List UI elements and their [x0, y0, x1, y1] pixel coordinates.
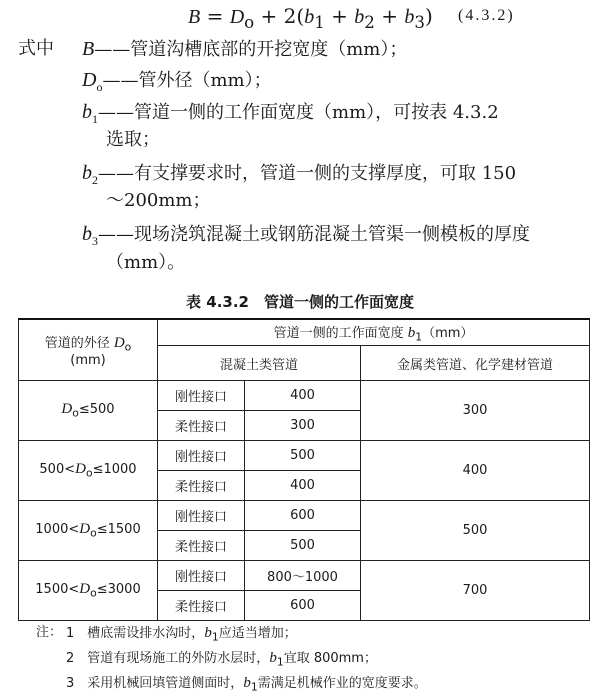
def-dash: —— — [98, 224, 134, 245]
formula-b1-sub: 1 — [314, 13, 325, 32]
joint-type: 刚性接口 — [158, 381, 245, 411]
concrete-width-value: 300 — [245, 411, 361, 441]
def-var-sub: 2 — [92, 173, 98, 187]
concrete-width-value: 500 — [245, 531, 361, 561]
formula-close: ) — [425, 4, 433, 28]
note-num: 2 — [66, 651, 75, 666]
metal-width-value: 500 — [361, 501, 590, 561]
def-var — [82, 69, 103, 94]
note-sub: 1 — [276, 655, 284, 669]
def-text: 现场浇筑混凝土或钢筋混凝土管渠一侧模板的厚度 — [134, 224, 530, 245]
header-group-text: 管道一侧的工作面宽度 — [273, 325, 408, 341]
def-var — [82, 223, 98, 248]
diameter-range — [19, 441, 158, 501]
joint-type: 柔性接口 — [158, 471, 245, 501]
def-dash: —— — [98, 163, 134, 184]
table-row — [19, 381, 590, 411]
joint-type: 刚性接口 — [158, 441, 245, 471]
note-pre: 采用机械回填管道侧面时， — [87, 676, 244, 691]
note-3 — [66, 673, 427, 698]
header-outer-diameter — [19, 319, 158, 381]
def-var: B — [82, 38, 95, 60]
joint-type: 柔性接口 — [158, 591, 245, 621]
def-var-letter: b — [82, 223, 92, 245]
table-header-row — [19, 319, 590, 346]
def-dash: —— — [102, 70, 139, 91]
header-metal: 金属类管道、化学建材管道 — [361, 346, 590, 381]
range-post: ≤3000 — [96, 582, 141, 598]
formula-plus: + — [374, 4, 405, 28]
formula-b: B — [188, 6, 201, 28]
note-1 — [66, 623, 297, 648]
definition-prefix: 式中 — [18, 38, 54, 59]
note-var: b — [269, 650, 277, 666]
note-sub: 1 — [211, 630, 219, 644]
header-col1-unit: (mm) — [70, 353, 106, 369]
def-text: 管道沟槽底部的开挖宽度（mm）； — [130, 39, 408, 60]
def-var-sub: 3 — [92, 234, 98, 248]
def-var-letter: b — [82, 162, 92, 184]
range-var: D — [61, 401, 73, 418]
def-text: 管外径（mm）； — [138, 70, 272, 91]
joint-type: 柔性接口 — [158, 531, 245, 561]
metal-width-value: 700 — [361, 561, 590, 621]
formula-equals: = — [200, 4, 230, 28]
diameter-range — [19, 381, 158, 441]
formula-b3-sub: 3 — [414, 13, 425, 32]
formula-two: 2( — [283, 4, 305, 28]
diameter-range — [19, 561, 158, 621]
note-num: 3 — [66, 676, 75, 691]
concrete-width-value: 800～1000 — [245, 561, 361, 591]
range-post: ≤500 — [78, 402, 115, 418]
def-var — [82, 162, 98, 187]
range-post: ≤1500 — [96, 522, 141, 538]
definition-b3-cont: （mm）。 — [106, 252, 186, 273]
note-var: b — [243, 675, 251, 691]
header-group-unit: （mm） — [422, 325, 474, 341]
joint-type: 刚性接口 — [158, 561, 245, 591]
note-post: 需满足机械作业的宽度要求。 — [257, 676, 427, 691]
diameter-range — [19, 501, 158, 561]
joint-type: 刚性接口 — [158, 501, 245, 531]
header-col1-text: 管道的外径 — [44, 335, 114, 351]
table-caption: 表 4.3.2 管道一侧的工作面宽度 — [186, 293, 414, 311]
note-pre: 槽底需设排水沟时， — [87, 626, 205, 641]
formula-plus: + — [254, 4, 284, 28]
table-row — [19, 441, 590, 471]
note-post: 宜取 800mm； — [283, 651, 377, 666]
def-text: 管道一侧的工作面宽度（mm），可按表 4.3.2 — [134, 102, 499, 123]
range-var: D — [75, 461, 86, 478]
def-var-letter: D — [82, 69, 97, 91]
note-sub: 1 — [250, 680, 258, 694]
range-pre: 500< — [39, 462, 76, 478]
def-var-letter: b — [82, 101, 92, 123]
note-var: b — [204, 625, 212, 641]
note-pre: 管道有现场施工的外防水层时， — [87, 651, 270, 666]
range-sub: o — [72, 406, 79, 420]
def-var-sub: o — [96, 80, 103, 94]
concrete-width-value: 500 — [245, 441, 361, 471]
metal-width-value: 300 — [361, 381, 590, 441]
formula-d: D — [229, 6, 245, 28]
metal-width-value: 400 — [361, 441, 590, 501]
def-var-sub: 1 — [92, 112, 98, 126]
concrete-width-value: 600 — [245, 591, 361, 621]
formula-d-sub: o — [244, 13, 255, 32]
header-concrete: 混凝土类管道 — [158, 346, 361, 381]
concrete-width-value: 400 — [245, 471, 361, 501]
note-post: 应适当增加； — [218, 626, 297, 641]
note-num: 1 — [66, 626, 75, 641]
joint-type: 柔性接口 — [158, 411, 245, 441]
formula-plus: + — [324, 4, 355, 28]
header-group-sub: 1 — [415, 330, 423, 344]
work-width-table — [18, 318, 590, 621]
formula-b3: b — [404, 6, 415, 28]
range-post: ≤1000 — [92, 462, 137, 478]
header-work-width — [158, 319, 590, 346]
range-var: D — [79, 521, 91, 538]
range-pre: 1500< — [35, 582, 80, 598]
def-dash: —— — [98, 102, 134, 123]
def-dash: —— — [94, 39, 131, 60]
formula — [188, 4, 433, 32]
range-sub: o — [90, 586, 97, 600]
definition-do — [82, 67, 272, 100]
formula-b2-sub: 2 — [364, 13, 375, 32]
concrete-width-value: 400 — [245, 381, 361, 411]
header-col1-sub: o — [124, 340, 132, 354]
concrete-width-value: 600 — [245, 501, 361, 531]
definition-b1-cont: 选取； — [106, 129, 160, 150]
def-text: 有支撑要求时，管道一侧的支撑厚度，可取 150 — [134, 163, 517, 184]
header-group-var: b — [407, 324, 416, 341]
formula-b1: b — [304, 6, 315, 28]
header-col1-var: D — [113, 334, 125, 351]
table-row — [19, 501, 590, 531]
definition-b — [82, 36, 407, 63]
range-var: D — [79, 581, 91, 598]
formula-b2: b — [354, 6, 365, 28]
def-var — [82, 101, 98, 126]
range-sub: o — [85, 466, 93, 480]
range-sub: o — [90, 526, 97, 540]
table-row — [19, 561, 590, 591]
definition-b2-cont: ～200mm； — [106, 190, 211, 211]
range-pre: 1000< — [35, 522, 80, 538]
equation-number: (4.3.2) — [458, 7, 515, 24]
note-2 — [66, 648, 377, 673]
notes-label: 注： — [36, 625, 63, 640]
